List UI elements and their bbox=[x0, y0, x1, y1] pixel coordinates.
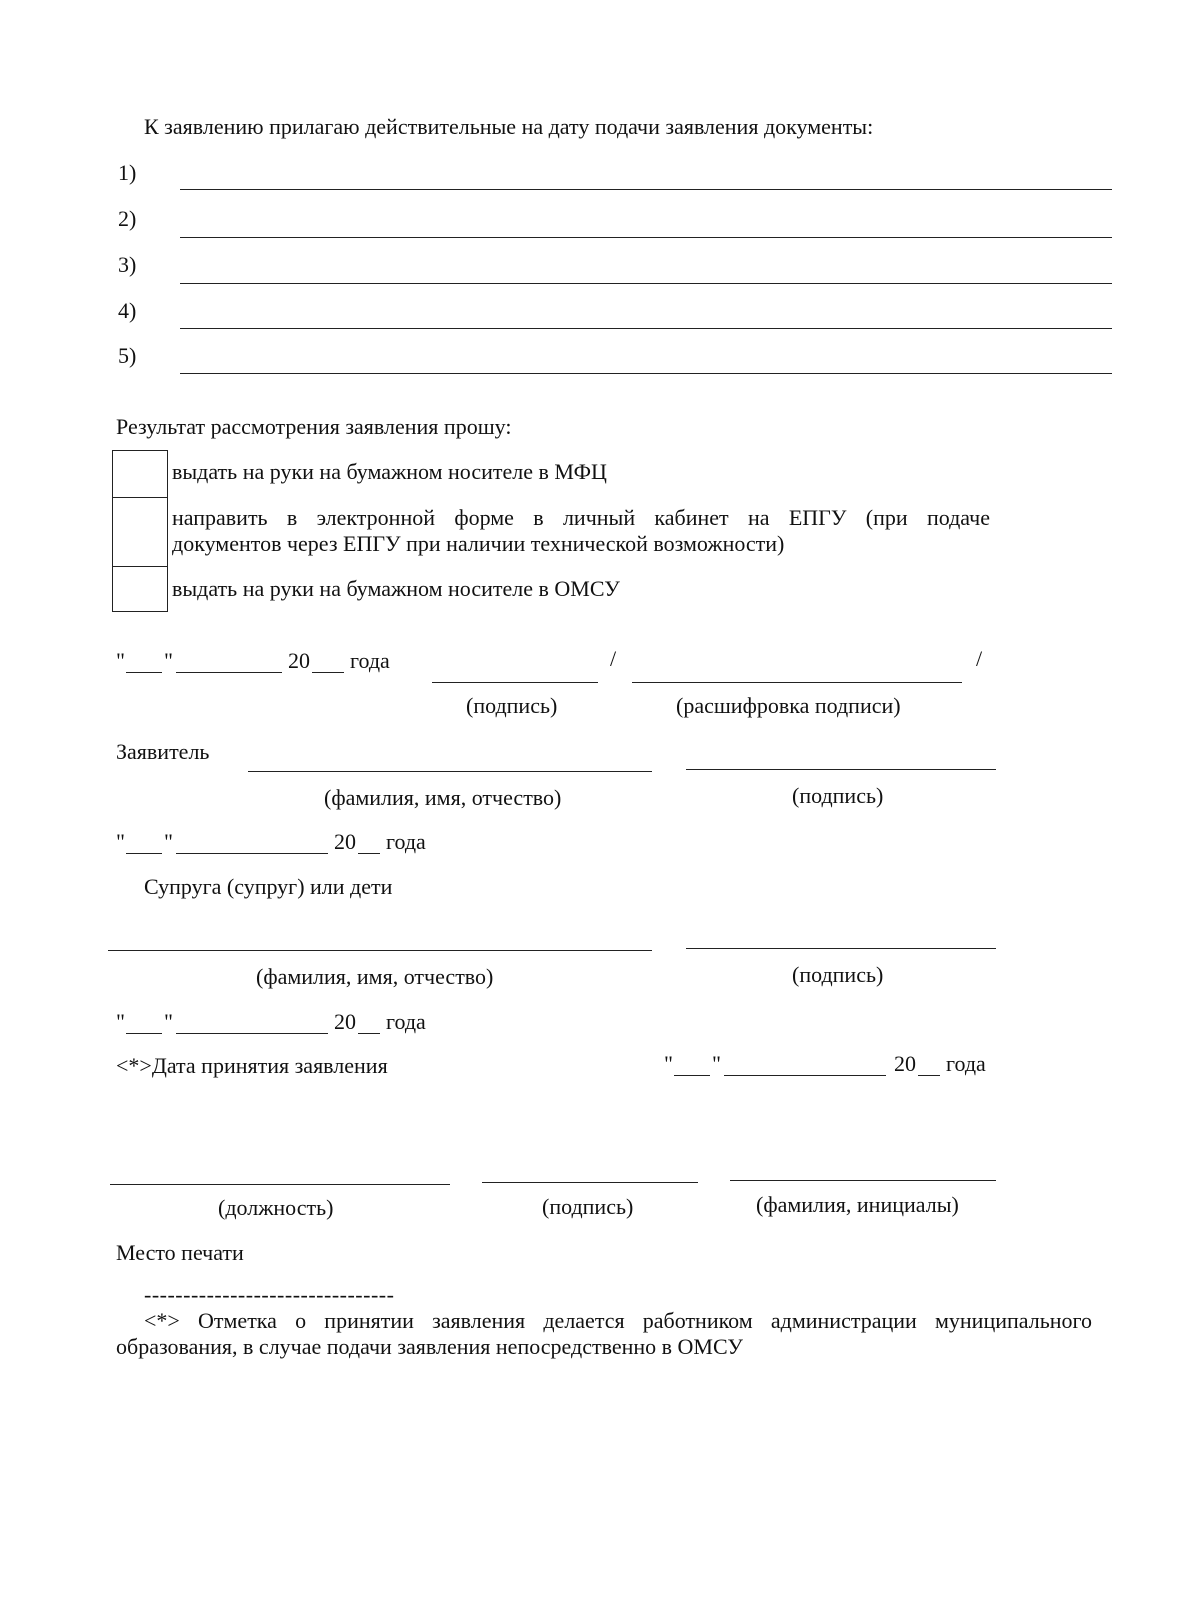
option-mfc-label: выдать на руки на бумажном носителе в МФЦ bbox=[172, 459, 607, 484]
date-quote-open-4: " bbox=[664, 1051, 673, 1076]
attachment-number-5: 5) bbox=[118, 343, 137, 368]
position-line[interactable] bbox=[110, 1184, 450, 1185]
employee-signature-line[interactable] bbox=[482, 1182, 698, 1183]
date-month-line-1[interactable] bbox=[176, 672, 282, 673]
option-omsu-label: выдать на руки на бумажном носителе в ОМСУ bbox=[172, 576, 620, 601]
spouse-label: Супруга (супруг) или дети bbox=[144, 874, 393, 899]
date-day-line-4[interactable] bbox=[674, 1075, 710, 1076]
date-day-line-3[interactable] bbox=[126, 1033, 162, 1034]
date-year-line-3[interactable] bbox=[358, 1033, 380, 1034]
date-day-line-2[interactable] bbox=[126, 853, 162, 854]
date-year-prefix-2: 20 bbox=[334, 829, 356, 854]
date-year-prefix-3: 20 bbox=[334, 1009, 356, 1034]
position-caption: (должность) bbox=[218, 1195, 334, 1220]
date-quote-close-2: " bbox=[164, 829, 173, 854]
applicant-signature-line[interactable] bbox=[686, 769, 996, 770]
date-quote-close-1: " bbox=[164, 648, 173, 673]
option-epgu-label-line1: направить в электронной форме в личный кабинет на ЕПГУ (при подаче bbox=[172, 505, 990, 530]
checkbox-omsu[interactable] bbox=[112, 566, 168, 612]
date-month-line-4[interactable] bbox=[724, 1075, 886, 1076]
attachment-line-3[interactable] bbox=[180, 283, 1112, 284]
spouse-signature-line[interactable] bbox=[686, 948, 996, 949]
signature-line-1[interactable] bbox=[432, 682, 598, 683]
date-month-line-2[interactable] bbox=[176, 853, 328, 854]
date-year-line-2[interactable] bbox=[358, 853, 380, 854]
spouse-fio-caption: (фамилия, имя, отчество) bbox=[256, 964, 494, 989]
applicant-fio-caption: (фамилия, имя, отчество) bbox=[324, 785, 562, 810]
date-year-line-1[interactable] bbox=[312, 672, 344, 673]
date-day-line-1[interactable] bbox=[126, 672, 162, 673]
attachment-number-1: 1) bbox=[118, 160, 137, 185]
date-year-suffix-4: года bbox=[946, 1051, 986, 1076]
attachment-line-4[interactable] bbox=[180, 328, 1112, 329]
date-year-suffix-3: года bbox=[386, 1009, 426, 1034]
date-year-line-4[interactable] bbox=[918, 1075, 940, 1076]
date-quote-close-3: " bbox=[164, 1009, 173, 1034]
spouse-signature-caption: (подпись) bbox=[792, 962, 884, 987]
date-quote-open-3: " bbox=[116, 1009, 125, 1034]
decoding-line-1[interactable] bbox=[632, 682, 962, 683]
result-heading: Результат рассмотрения заявления прошу: bbox=[116, 414, 512, 439]
decoding-caption-1: (расшифровка подписи) bbox=[676, 693, 901, 718]
employee-name-caption: (фамилия, инициалы) bbox=[756, 1192, 959, 1217]
footnote-line-1: <*> Отметка о принятии заявления делается работником администрации муниципального bbox=[144, 1308, 1092, 1333]
attachment-line-5[interactable] bbox=[180, 373, 1112, 374]
date-year-suffix-2: года bbox=[386, 829, 426, 854]
footnote-separator: -------------------------------- bbox=[144, 1282, 395, 1307]
applicant-signature-caption: (подпись) bbox=[792, 783, 884, 808]
applicant-fio-line[interactable] bbox=[248, 771, 652, 772]
footnote-line-2: образования, в случае подачи заявления непосредственно в ОМСУ bbox=[116, 1334, 743, 1359]
acceptance-date-label: <*>Дата принятия заявления bbox=[116, 1053, 388, 1078]
date-year-suffix-1: года bbox=[350, 648, 390, 673]
attachment-number-3: 3) bbox=[118, 252, 137, 277]
attachments-intro: К заявлению прилагаю действительные на дату подачи заявления документы: bbox=[144, 114, 874, 139]
slash-1: / bbox=[610, 646, 617, 671]
checkbox-epgu[interactable] bbox=[112, 497, 168, 567]
attachment-number-2: 2) bbox=[118, 206, 137, 231]
attachment-number-4: 4) bbox=[118, 298, 137, 323]
employee-name-line[interactable] bbox=[730, 1180, 996, 1181]
attachment-line-1[interactable] bbox=[180, 189, 1112, 190]
date-year-prefix-1: 20 bbox=[288, 648, 310, 673]
attachment-line-2[interactable] bbox=[180, 237, 1112, 238]
option-epgu-label-line2: документов через ЕПГУ при наличии технической возможности) bbox=[172, 531, 785, 556]
spouse-fio-line[interactable] bbox=[108, 950, 652, 951]
date-quote-open-1: " bbox=[116, 648, 125, 673]
employee-signature-caption: (подпись) bbox=[542, 1194, 634, 1219]
date-quote-close-4: " bbox=[712, 1051, 721, 1076]
date-year-prefix-4: 20 bbox=[894, 1051, 916, 1076]
applicant-label: Заявитель bbox=[116, 739, 210, 764]
signature-caption-1: (подпись) bbox=[466, 693, 558, 718]
checkbox-mfc[interactable] bbox=[112, 450, 168, 498]
slash-2: / bbox=[976, 646, 983, 671]
date-quote-open-2: " bbox=[116, 829, 125, 854]
stamp-place-label: Место печати bbox=[116, 1240, 244, 1265]
date-month-line-3[interactable] bbox=[176, 1033, 328, 1034]
